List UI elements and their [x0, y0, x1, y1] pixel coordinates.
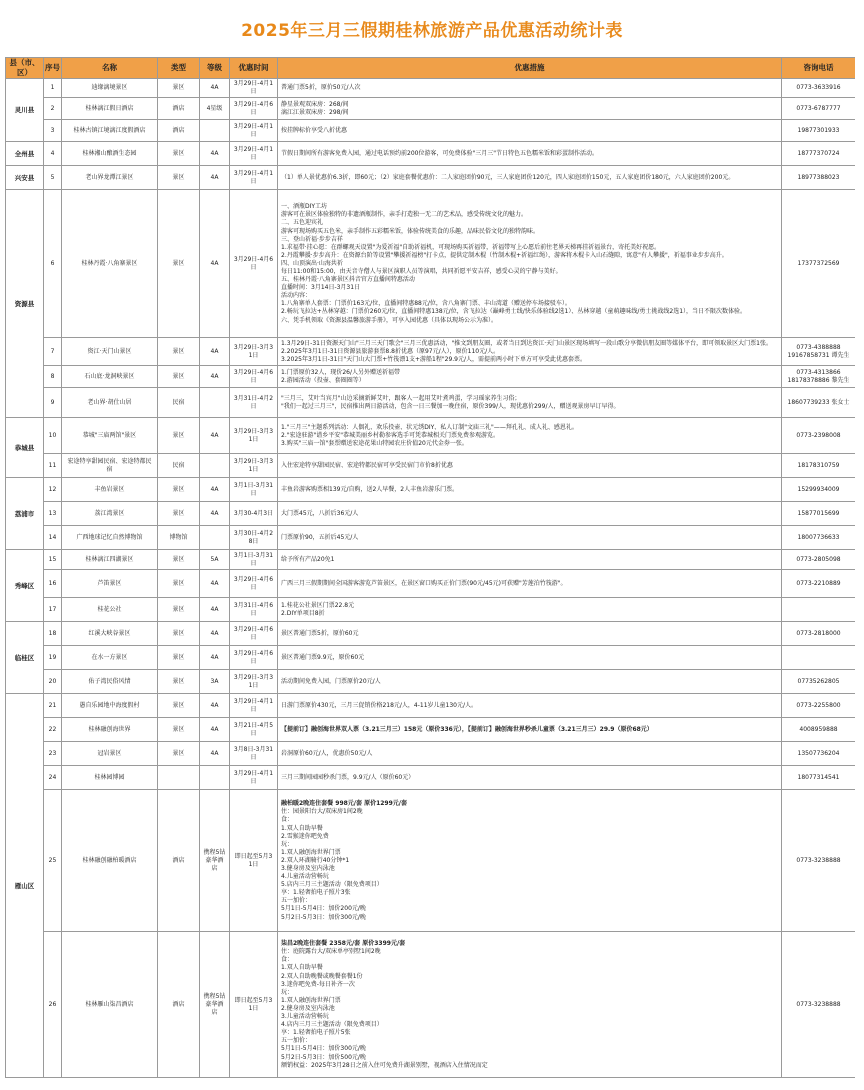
row-name: 老山界龙潭江景区 — [62, 166, 158, 190]
row-type: 景区 — [158, 718, 200, 742]
row-measures: 景区普通门票5折，原价60元 — [278, 622, 782, 646]
row-time: 3月29日-4月1日 — [230, 142, 278, 166]
row-type: 景区 — [158, 366, 200, 388]
row-name: 桂林湘山酿酒生态园 — [62, 142, 158, 166]
table-row — [6, 766, 856, 790]
row-type: 景区 — [158, 142, 200, 166]
row-measures: 普通门票5折，原价50元/人次 — [278, 79, 782, 98]
table-row — [6, 166, 856, 190]
row-grade: 4星级 — [200, 98, 230, 120]
row-phone: 0773-6787777 — [782, 98, 856, 120]
row-phone: 15299934009 — [782, 478, 856, 502]
row-phone: 0773-2210889 — [782, 570, 856, 598]
county-cell: 荔浦市 — [6, 478, 44, 550]
table-row — [6, 388, 856, 418]
row-time: 3月29日-4月1日 — [230, 766, 278, 790]
row-no: 23 — [44, 742, 62, 766]
row-name: 桂林融创融柏暖酒店 — [62, 790, 158, 932]
row-no: 14 — [44, 526, 62, 550]
row-time: 3月29日-3月31日 — [230, 418, 278, 454]
row-grade: 4A — [200, 646, 230, 670]
row-type: 景区 — [158, 550, 200, 570]
row-type — [158, 766, 200, 790]
row-type: 景区 — [158, 79, 200, 98]
row-type: 景区 — [158, 418, 200, 454]
row-time: 3月1日-3月31日 — [230, 478, 278, 502]
row-type: 景区 — [158, 694, 200, 718]
row-type: 民宿 — [158, 454, 200, 478]
row-measures: 广西三月三假期期间全国游客游览芦笛景区，在景区窗口购买正价门票(90元/45元)可获赠"芳莲泊竹筏游"。 — [278, 570, 782, 598]
row-name: 冠岩景区 — [62, 742, 158, 766]
row-phone: 0773-4388888 19167858731 谭先生 — [782, 338, 856, 366]
row-no: 12 — [44, 478, 62, 502]
header-phone: 咨询电话 — [782, 58, 856, 79]
county-cell: 兴安县 — [6, 166, 44, 190]
table-row — [6, 478, 856, 502]
row-phone: 18007736633 — [782, 526, 856, 550]
row-type: 景区 — [158, 622, 200, 646]
row-name: 丰鱼岩景区 — [62, 478, 158, 502]
row-phone: 0773-3238888 — [782, 790, 856, 932]
header-type: 类型 — [158, 58, 200, 79]
row-no: 5 — [44, 166, 62, 190]
row-name: 迪缘漓境景区 — [62, 79, 158, 98]
row-name: 愚自乐园地中海度假村 — [62, 694, 158, 718]
row-time: 3月29日-4月6日 — [230, 570, 278, 598]
row-no: 26 — [44, 932, 62, 1078]
row-name: 红溪大峡谷景区 — [62, 622, 158, 646]
table-row — [6, 670, 856, 694]
table-row — [6, 454, 856, 478]
row-phone: 0773-2255800 — [782, 694, 856, 718]
row-type: 景区 — [158, 646, 200, 670]
table-row — [6, 502, 856, 526]
row-measures: 日游门票原价430元，三月三促销价格218元/人，4-11岁儿童130元/人。 — [278, 694, 782, 718]
page-title: 2025年三月三假期桂林旅游产品优惠活动统计表 — [241, 21, 623, 41]
row-time: 3月31日-4月2日 — [230, 388, 278, 418]
row-type: 民宿 — [158, 388, 200, 418]
header-no: 序号 — [44, 58, 62, 79]
header-name: 名称 — [62, 58, 158, 79]
row-phone: 0773-2398008 — [782, 418, 856, 454]
row-time: 3月29日-4月1日 — [230, 166, 278, 190]
row-grade: 4A — [200, 622, 230, 646]
row-grade: 4A — [200, 338, 230, 366]
row-time: 即日起至5月31日 — [230, 932, 278, 1078]
row-grade: 4A — [200, 166, 230, 190]
row-no: 20 — [44, 670, 62, 694]
row-grade — [200, 120, 230, 142]
row-time: 3月29日-4月6日 — [230, 190, 278, 338]
row-grade — [200, 766, 230, 790]
row-grade: 4A — [200, 478, 230, 502]
row-measures: 大门票45元，八折后36元/人 — [278, 502, 782, 526]
row-type: 景区 — [158, 570, 200, 598]
header-measures: 优惠措施 — [278, 58, 782, 79]
row-time: 3月29日-3月31日 — [230, 454, 278, 478]
row-grade: 3A — [200, 670, 230, 694]
row-no: 2 — [44, 98, 62, 120]
row-grade — [200, 526, 230, 550]
row-type: 酒店 — [158, 790, 200, 932]
row-measures: 静星景观双床房：268/间 漓江江景双床房：298/间 — [278, 98, 782, 120]
row-name: 佑子湾民俗风情 — [62, 670, 158, 694]
row-grade: 5A — [200, 550, 230, 570]
row-no: 22 — [44, 718, 62, 742]
row-phone: 18607739233 张女士 — [782, 388, 856, 418]
table-row — [6, 694, 856, 718]
row-type: 景区 — [158, 670, 200, 694]
row-no: 17 — [44, 598, 62, 622]
table-wrapper — [5, 57, 855, 1090]
row-type: 酒店 — [158, 98, 200, 120]
row-no: 15 — [44, 550, 62, 570]
county-cell: 秀峰区 — [6, 550, 44, 622]
package-title: 柒昌2晚连住套餐 2358元/套 原价3399元/套 — [281, 940, 406, 948]
row-no: 11 — [44, 454, 62, 478]
row-phone: 0773-4313866 18178378886 黎先生 — [782, 366, 856, 388]
row-grade: 4A — [200, 418, 230, 454]
row-grade: 携程5钻豪华酒店 — [200, 790, 230, 932]
table-row — [6, 98, 856, 120]
row-measures: 门票原价90，五折后45元/人 — [278, 526, 782, 550]
table-row — [6, 932, 856, 1078]
table-row — [6, 190, 856, 338]
row-phone: 13507736204 — [782, 742, 856, 766]
table-row — [6, 622, 856, 646]
header-county: 县（市、区） — [6, 58, 44, 79]
row-measures: 丰鱼岩游客购票相139元/自购，送2人早餐，2人丰鱼岩游乐门票。 — [278, 478, 782, 502]
table-row — [6, 790, 856, 932]
row-time: 即日起至5月31日 — [230, 790, 278, 932]
county-cell: 恭城县 — [6, 418, 44, 478]
row-no: 18 — [44, 622, 62, 646]
table-row — [6, 550, 856, 570]
row-grade: 4A — [200, 570, 230, 598]
row-time: 3月8日-3月31日 — [230, 742, 278, 766]
county-cell: 灵川县 — [6, 79, 44, 142]
table-row — [6, 79, 856, 98]
row-measures: 【提前订】融创海世界双人票（3.21三月三）158元（原价336元），【提前订】融创海世界秒杀儿童票（3.21三月三）29.9（原价68元） — [278, 718, 782, 742]
row-type: 景区 — [158, 338, 200, 366]
table-row — [6, 142, 856, 166]
row-grade — [200, 454, 230, 478]
row-no: 25 — [44, 790, 62, 932]
row-type: 景区 — [158, 502, 200, 526]
row-phone: 0773-3238888 — [782, 932, 856, 1078]
row-phone: 15877015699 — [782, 502, 856, 526]
row-phone: 18777370724 — [782, 142, 856, 166]
row-phone: 17377372569 — [782, 190, 856, 338]
row-grade: 4A — [200, 142, 230, 166]
row-no: 6 — [44, 190, 62, 338]
row-name: 资江·天门山景区 — [62, 338, 158, 366]
row-grade: 4A — [200, 79, 230, 98]
row-measures: （1）单人景优惠价6.3折，即60元；（2）家庭套餐优惠价：二人家庭团价90元，三人家庭团价120元，四人家庭团价150元，五人家庭团价180元，六人家庭团价200元。 — [278, 166, 782, 190]
table-row — [6, 598, 856, 622]
row-measures: 岩洞原价60元/人，优惠价50元/人 — [278, 742, 782, 766]
row-grade — [200, 388, 230, 418]
row-time: 3月29日-3月31日 — [230, 670, 278, 694]
row-phone: 18977388023 — [782, 166, 856, 190]
table-row — [6, 366, 856, 388]
row-type: 景区 — [158, 190, 200, 338]
row-grade: 4A — [200, 718, 230, 742]
row-measures: 1.3月29日-31日资源天门山"三月三天门歌会"三月三优惠活动，"推文到朋友圈，或者当日到达资江·天门山景区现场填写一段山歌分享微信朋友圈等媒体平台，即可领取景区大门票1张。 2.2025年3月1日-31日资源县旅游套票8.8折优惠（原97元/人），原价110元/人。 3.2025年3月1日-31日"天门山大门票+竹筏漂1支+游船1程"29.9元/人，需提前两小时下单方可享受此优惠套票。 — [278, 338, 782, 366]
row-name: 桂花公社 — [62, 598, 158, 622]
row-grade: 4A — [200, 598, 230, 622]
table-row — [6, 570, 856, 598]
row-time: 3月30-4月3日 — [230, 502, 278, 526]
row-phone — [782, 646, 856, 670]
row-phone: 18178310759 — [782, 454, 856, 478]
row-no: 10 — [44, 418, 62, 454]
header-row — [6, 58, 856, 79]
row-time: 3月29日-4月6日 — [230, 646, 278, 670]
row-measures: 给予所有产品20免1 — [278, 550, 782, 570]
row-time: 3月31日-4月6日 — [230, 598, 278, 622]
row-time: 3月29日-4月6日 — [230, 98, 278, 120]
row-name: 宏途特享甜园民宿、宏途特都民宿 — [62, 454, 158, 478]
row-no: 1 — [44, 79, 62, 98]
row-no: 7 — [44, 338, 62, 366]
row-grade: 4A — [200, 366, 230, 388]
row-type: 博物馆 — [158, 526, 200, 550]
row-time: 3月1日-3月31日 — [230, 550, 278, 570]
row-grade: 携程5钻豪华酒店 — [200, 932, 230, 1078]
row-name: 桂林古镇江境漓江度假酒店 — [62, 120, 158, 142]
row-measures: 1.桂花公社景区门票22.8元 2.DIY单项目8折 — [278, 598, 782, 622]
row-measures: 景区普通门票9.9元，原价60元 — [278, 646, 782, 670]
table-row — [6, 418, 856, 454]
row-type: 酒店 — [158, 120, 200, 142]
row-time: 3月29日-3月31日 — [230, 338, 278, 366]
table-row — [6, 646, 856, 670]
row-no: 19 — [44, 646, 62, 670]
row-name: 恭城"三庙两馆"景区 — [62, 418, 158, 454]
row-no: 16 — [44, 570, 62, 598]
row-measures: 入住宏途特享甜园民宿、宏途特都民宿可享受民宿门市价8折优惠 — [278, 454, 782, 478]
row-name: 桂林漓江四湖景区 — [62, 550, 158, 570]
row-measures: 住：庭院露台大/双床单亭别墅1间2晚 食： 1.双人自助早餐 2.双人自助晚餐或晚餐套餐1份 3.迷你吧免费-每日补齐一次 玩： 1.双人融创海世界门票 2.健身房及室内泳池 3.儿童活动营畅玩 4.店内三月三主题活动（限免费项目） 享：1.轻奢拍电子照片5张 五一加价： 5月1日-5月4日：加价300元/晚 5月2日-5月3日：加价500元/晚 额销权益：2025年3月28日之前入住可免费升湖景别墅，视酒店入住情况而定 — [281, 948, 488, 1069]
table-row — [6, 526, 856, 550]
row-measures-cell — [278, 932, 782, 1078]
county-cell: 资源县 — [6, 190, 44, 418]
row-phone: 0773-2818000 — [782, 622, 856, 646]
row-time: 3月29日-4月6日 — [230, 366, 278, 388]
row-phone — [782, 598, 856, 622]
row-phone: 19877301933 — [782, 120, 856, 142]
table-row — [6, 742, 856, 766]
package-title: 融柏暖2晚连住套餐 998元/套 原价1299元/套 — [281, 800, 407, 808]
row-type: 景区 — [158, 598, 200, 622]
county-cell: 临桂区 — [6, 622, 44, 694]
row-type: 景区 — [158, 166, 200, 190]
row-time: 3月29日-4月1日 — [230, 79, 278, 98]
row-no: 4 — [44, 142, 62, 166]
row-name: 芦笛景区 — [62, 570, 158, 598]
row-measures-cell — [278, 790, 782, 932]
row-measures: 1."三月三"主题系列活动：人偶礼、欢乐投壶、状元绣DIY、私人订制"文庙三礼"——拜孔礼、成人礼、感恩礼。 2."宏途驻游"谱乡平安"恭城美丽乡村勒参客选手可凭恭城相关门票免费参观游览。 3.购买"三庙一馆"套票赠送宏途花果山特园农庄价值20元代金券一张。 — [278, 418, 782, 454]
row-phone: 0773-3633916 — [782, 79, 856, 98]
table-row — [6, 120, 856, 142]
row-phone: 4008959888 — [782, 718, 856, 742]
row-name: 荔江湾景区 — [62, 502, 158, 526]
row-name: 桂林融创海世界 — [62, 718, 158, 742]
row-grade: 4A — [200, 190, 230, 338]
table-row — [6, 338, 856, 366]
row-grade: 4A — [200, 742, 230, 766]
row-type: 景区 — [158, 742, 200, 766]
row-no: 8 — [44, 366, 62, 388]
row-measures: 1.门票原价32人，现价26/人另外赠送祈福带 2.游园活动（投壶、套圈圈等） — [278, 366, 782, 388]
row-time: 3月30日-4月28日 — [230, 526, 278, 550]
row-measures: 节假日期间所有游客免费入园，通过电话预约前200位游客，可免费体验"三月三"节日特色五色糯米饭和彩蛋制作活动。 — [278, 142, 782, 166]
row-name: 桂林园博园 — [62, 766, 158, 790]
row-name: 在水一方景区 — [62, 646, 158, 670]
county-cell: 雁山区 — [6, 694, 44, 1078]
row-no: 3 — [44, 120, 62, 142]
row-no: 9 — [44, 388, 62, 418]
row-grade: 4A — [200, 694, 230, 718]
county-cell: 全州县 — [6, 142, 44, 166]
row-name: 广西地球记忆自然博物馆 — [62, 526, 158, 550]
row-type: 景区 — [158, 478, 200, 502]
row-measures: 三月三期间园园秒杀门票，9.9元/人（原价60元） — [278, 766, 782, 790]
row-time: 3月29日-4月1日 — [230, 120, 278, 142]
row-type: 酒店 — [158, 932, 200, 1078]
row-no: 24 — [44, 766, 62, 790]
row-measures: 住：园景阳台大/双床房1间2晚 食： 1.双人自助早餐 2.雪猴迷你吧免费 玩： 1.双人融创海世界门票 2.双人环湖骑行40分钟*1 3.健身房及室内泳池 4.儿童活动营畅玩 5.店内三月三主题活动（限免费项目） 享：1.轻奢拍电子照片3张 五一加价： 5月1日-5月4日：加价200元/晚 5月2日-5月3日：加价300元/晚 — [281, 808, 383, 921]
row-no: 13 — [44, 502, 62, 526]
row-name: 石山底·龙洞峡景区 — [62, 366, 158, 388]
row-measures: 按挂牌标价享受八折优惠 — [278, 120, 782, 142]
row-grade: 4A — [200, 502, 230, 526]
table-row — [6, 718, 856, 742]
row-time: 3月29日-4月6日 — [230, 622, 278, 646]
row-phone: 18077314541 — [782, 766, 856, 790]
row-no: 21 — [44, 694, 62, 718]
row-time: 3月21日-4月5日 — [230, 718, 278, 742]
row-measures: 一、酒瓶DIY工坊 游客可在景区体验独特的非遗酒瓶制作，亲手打造独一无二的艺术品，感受传统文化的魅力。 二、五色迎宾礼 游客可现场购买五色米，亲手制作五彩糯米饭，体验传统美食的乐趣，品味民俗文化的独特韵味。 三、登山祈福·步步吉祥 1.求福带·挂心愿：在群螺观天设置"为爱祈福"自助祈福机，可现场购买祈福带，祈福带写上心愿后前往老界天梯再挂祈福景台，寄托美好祝愿。 2.丹霞攀援·步步高升：在资源台阶等设置"攀援祈福榜"打卡点，提供定制木棍（竹制木棍+祈福红绳），游客将木棍卡入山石缝隙，寓意"有人攀援"，祈福事业步步高升。 四、山顶演出·山海共祈 每日11:00和15:00，由天音寺僧人与景区演职人员等演唱，共同祈愿平安吉祥，感受心灵的宁静与美好。 五、桂林丹霞·八角寨景区抖音官方直播间特惠活动 直播时间：3月14日-3月31日 活动内容： 1.八角寨单人套票：门票价163元/位，直播间特惠88元/位，含八角寨门票、丰山湾道（赠送停车场接驳车）。 2.畅玩飞拉达+丛林穿越：门票价260元/位，直播间特惠138元/位，含飞拉达（巅峰勇士线/快乐体验线2选1）、丛林穿越（童萌趣味线/勇士挑战线2选1），当日不限次数体验。 六、凭手机领取《资源县温馨旅游手册》，可享入园优惠（具体以现场公示为准）。 — [278, 190, 782, 338]
header-grade: 等级 — [200, 58, 230, 79]
row-name: 老山界·胡仕山居 — [62, 388, 158, 418]
promotion-table — [5, 57, 855, 1078]
row-measures: 活动期间免费入园，门票原价20元/人 — [278, 670, 782, 694]
row-name: 桂林雁山柒昌酒店 — [62, 932, 158, 1078]
row-phone: 0773-2805098 — [782, 550, 856, 570]
header-time: 优惠时间 — [230, 58, 278, 79]
row-time: 3月29日-4月1日 — [230, 694, 278, 718]
row-name: 桂林丹霞·八角寨景区 — [62, 190, 158, 338]
row-measures: "三月三，艾叶当宾月"山边采摘新鲜艾叶，跟客人一起用艾叶煮鸡蛋，学习瑶家养生习俗； "我们一起过三月三"，民宿推出两日游活动，包含一日三餐加一晚住宿，原价399/人，现优惠价299/人，赠送观景房早订早得。 — [278, 388, 782, 418]
row-phone: 07735262805 — [782, 670, 856, 694]
row-name: 桂林漓江假日酒店 — [62, 98, 158, 120]
